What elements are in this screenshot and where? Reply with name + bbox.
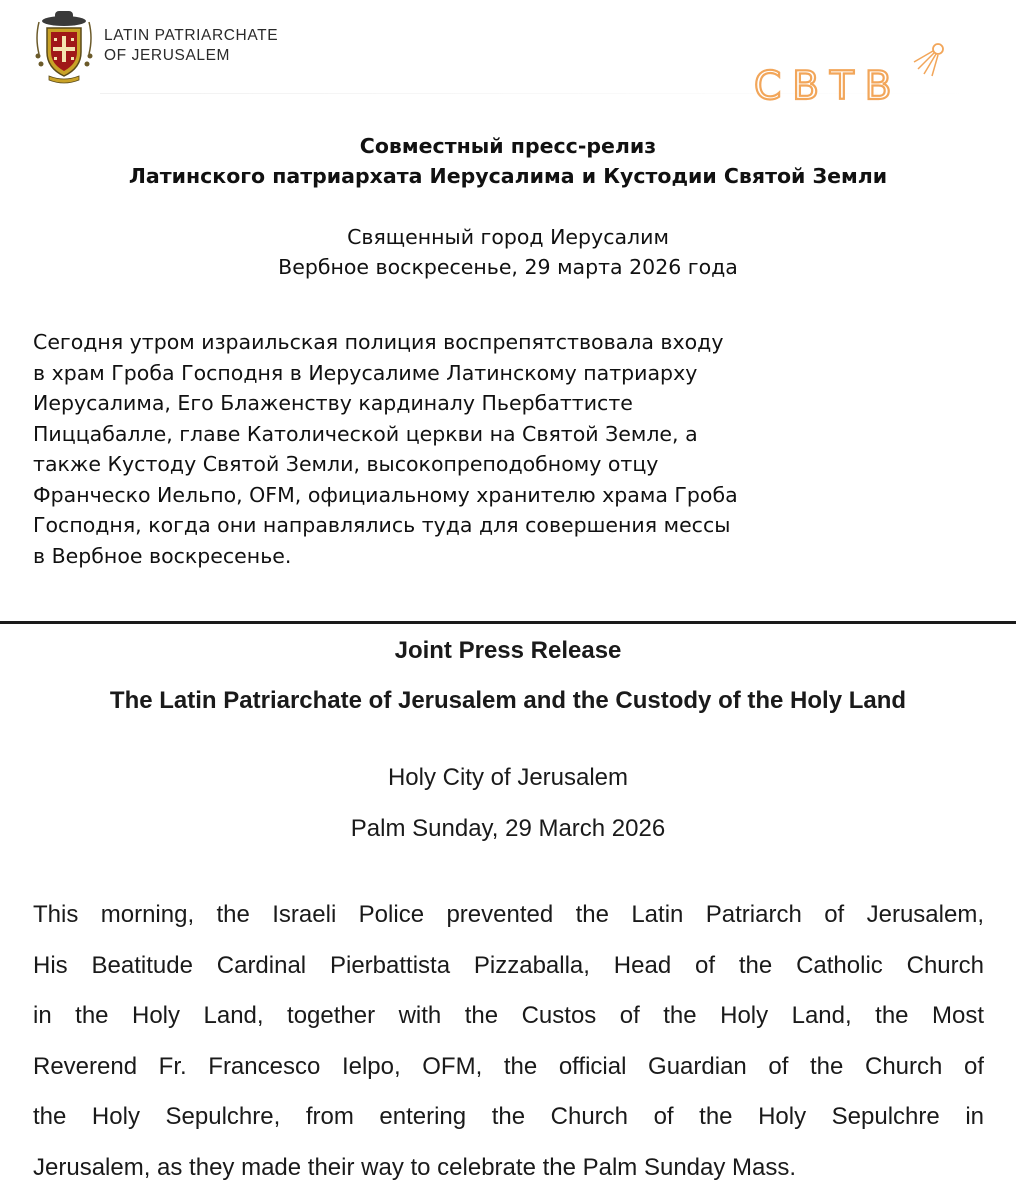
- svtv-logo-text: СВТВ: [754, 64, 903, 106]
- ru-body-line: Франческо Иельпо, OFM, официальному хранителю храма Гроба: [33, 482, 738, 507]
- en-body-paragraph: [33, 890, 984, 1193]
- en-body-line: His Beatitude Cardinal Pierbattista Pizzaballa, Head of the Catholic Church: [33, 951, 984, 979]
- en-body-line: the Holy Sepulchre, from entering the Church of the Holy Sepulchre in: [33, 1103, 984, 1130]
- en-place-line: Holy City of Jerusalem: [387, 764, 629, 791]
- section-divider: [0, 621, 1016, 624]
- org-name-line1: LATIN PATRIARCHATE: [104, 27, 279, 44]
- ru-body-line: в храм Гроба Господня в Иерусалиме Латинскому патриарху: [33, 360, 698, 385]
- en-body-line: This morning, the Israeli Police prevented the Latin Patriarch of Jerusalem,: [33, 901, 984, 928]
- ru-body-line: в Вербное воскресенье.: [33, 543, 292, 568]
- ru-body-line: Господня, когда они направлялись туда для совершения мессы: [33, 513, 731, 537]
- ru-body-paragraph: [33, 327, 993, 571]
- org-name-line2: OF JERUSALEM: [104, 47, 231, 64]
- en-date-line: Palm Sunday, 29 March 2026: [350, 815, 666, 842]
- ru-body-line: также Кустоду Святой Земли, высокопреподобному отцу: [33, 452, 659, 476]
- ru-body-line: Сегодня утром израильская полиция воспрепятствовала входу: [33, 330, 724, 354]
- satellite-icon: [914, 44, 943, 76]
- en-body-line: in the Holy Land, together with the Custos of the Holy Land, the Most: [33, 1002, 984, 1029]
- ru-title-line2: Латинского патриархата Иерусалима и Кустодии Святой Земли: [128, 164, 888, 188]
- en-title-line2: The Latin Patriarchate of Jerusalem and the Custody of the Holy Land: [109, 687, 907, 714]
- svtv-logo: [752, 36, 962, 106]
- en-body-line: Jerusalem, as they made their way to celebrate the Palm Sunday Mass.: [33, 1153, 797, 1181]
- en-title-line1: Joint Press Release: [394, 637, 622, 664]
- latin-patriarchate-crest-icon: [33, 8, 95, 84]
- ru-body-line: Иерусалима, Его Блаженству кардиналу Пьербаттисте: [33, 391, 633, 415]
- letterhead: [0, 0, 1016, 110]
- ru-body-line: Пиццабалле, главе Католической церкви на Святой Земле, а: [33, 421, 698, 446]
- org-name: [104, 26, 278, 66]
- en-body-line: Reverend Fr. Francesco Ielpo, OFM, the official Guardian of the Church of: [33, 1052, 984, 1080]
- ru-title-line1: Совместный пресс-релиз: [359, 134, 657, 158]
- ru-date-line: Вербное воскресенье, 29 марта 2026 года: [278, 255, 738, 279]
- ru-place-line: Священный город Иерусалим: [347, 225, 669, 249]
